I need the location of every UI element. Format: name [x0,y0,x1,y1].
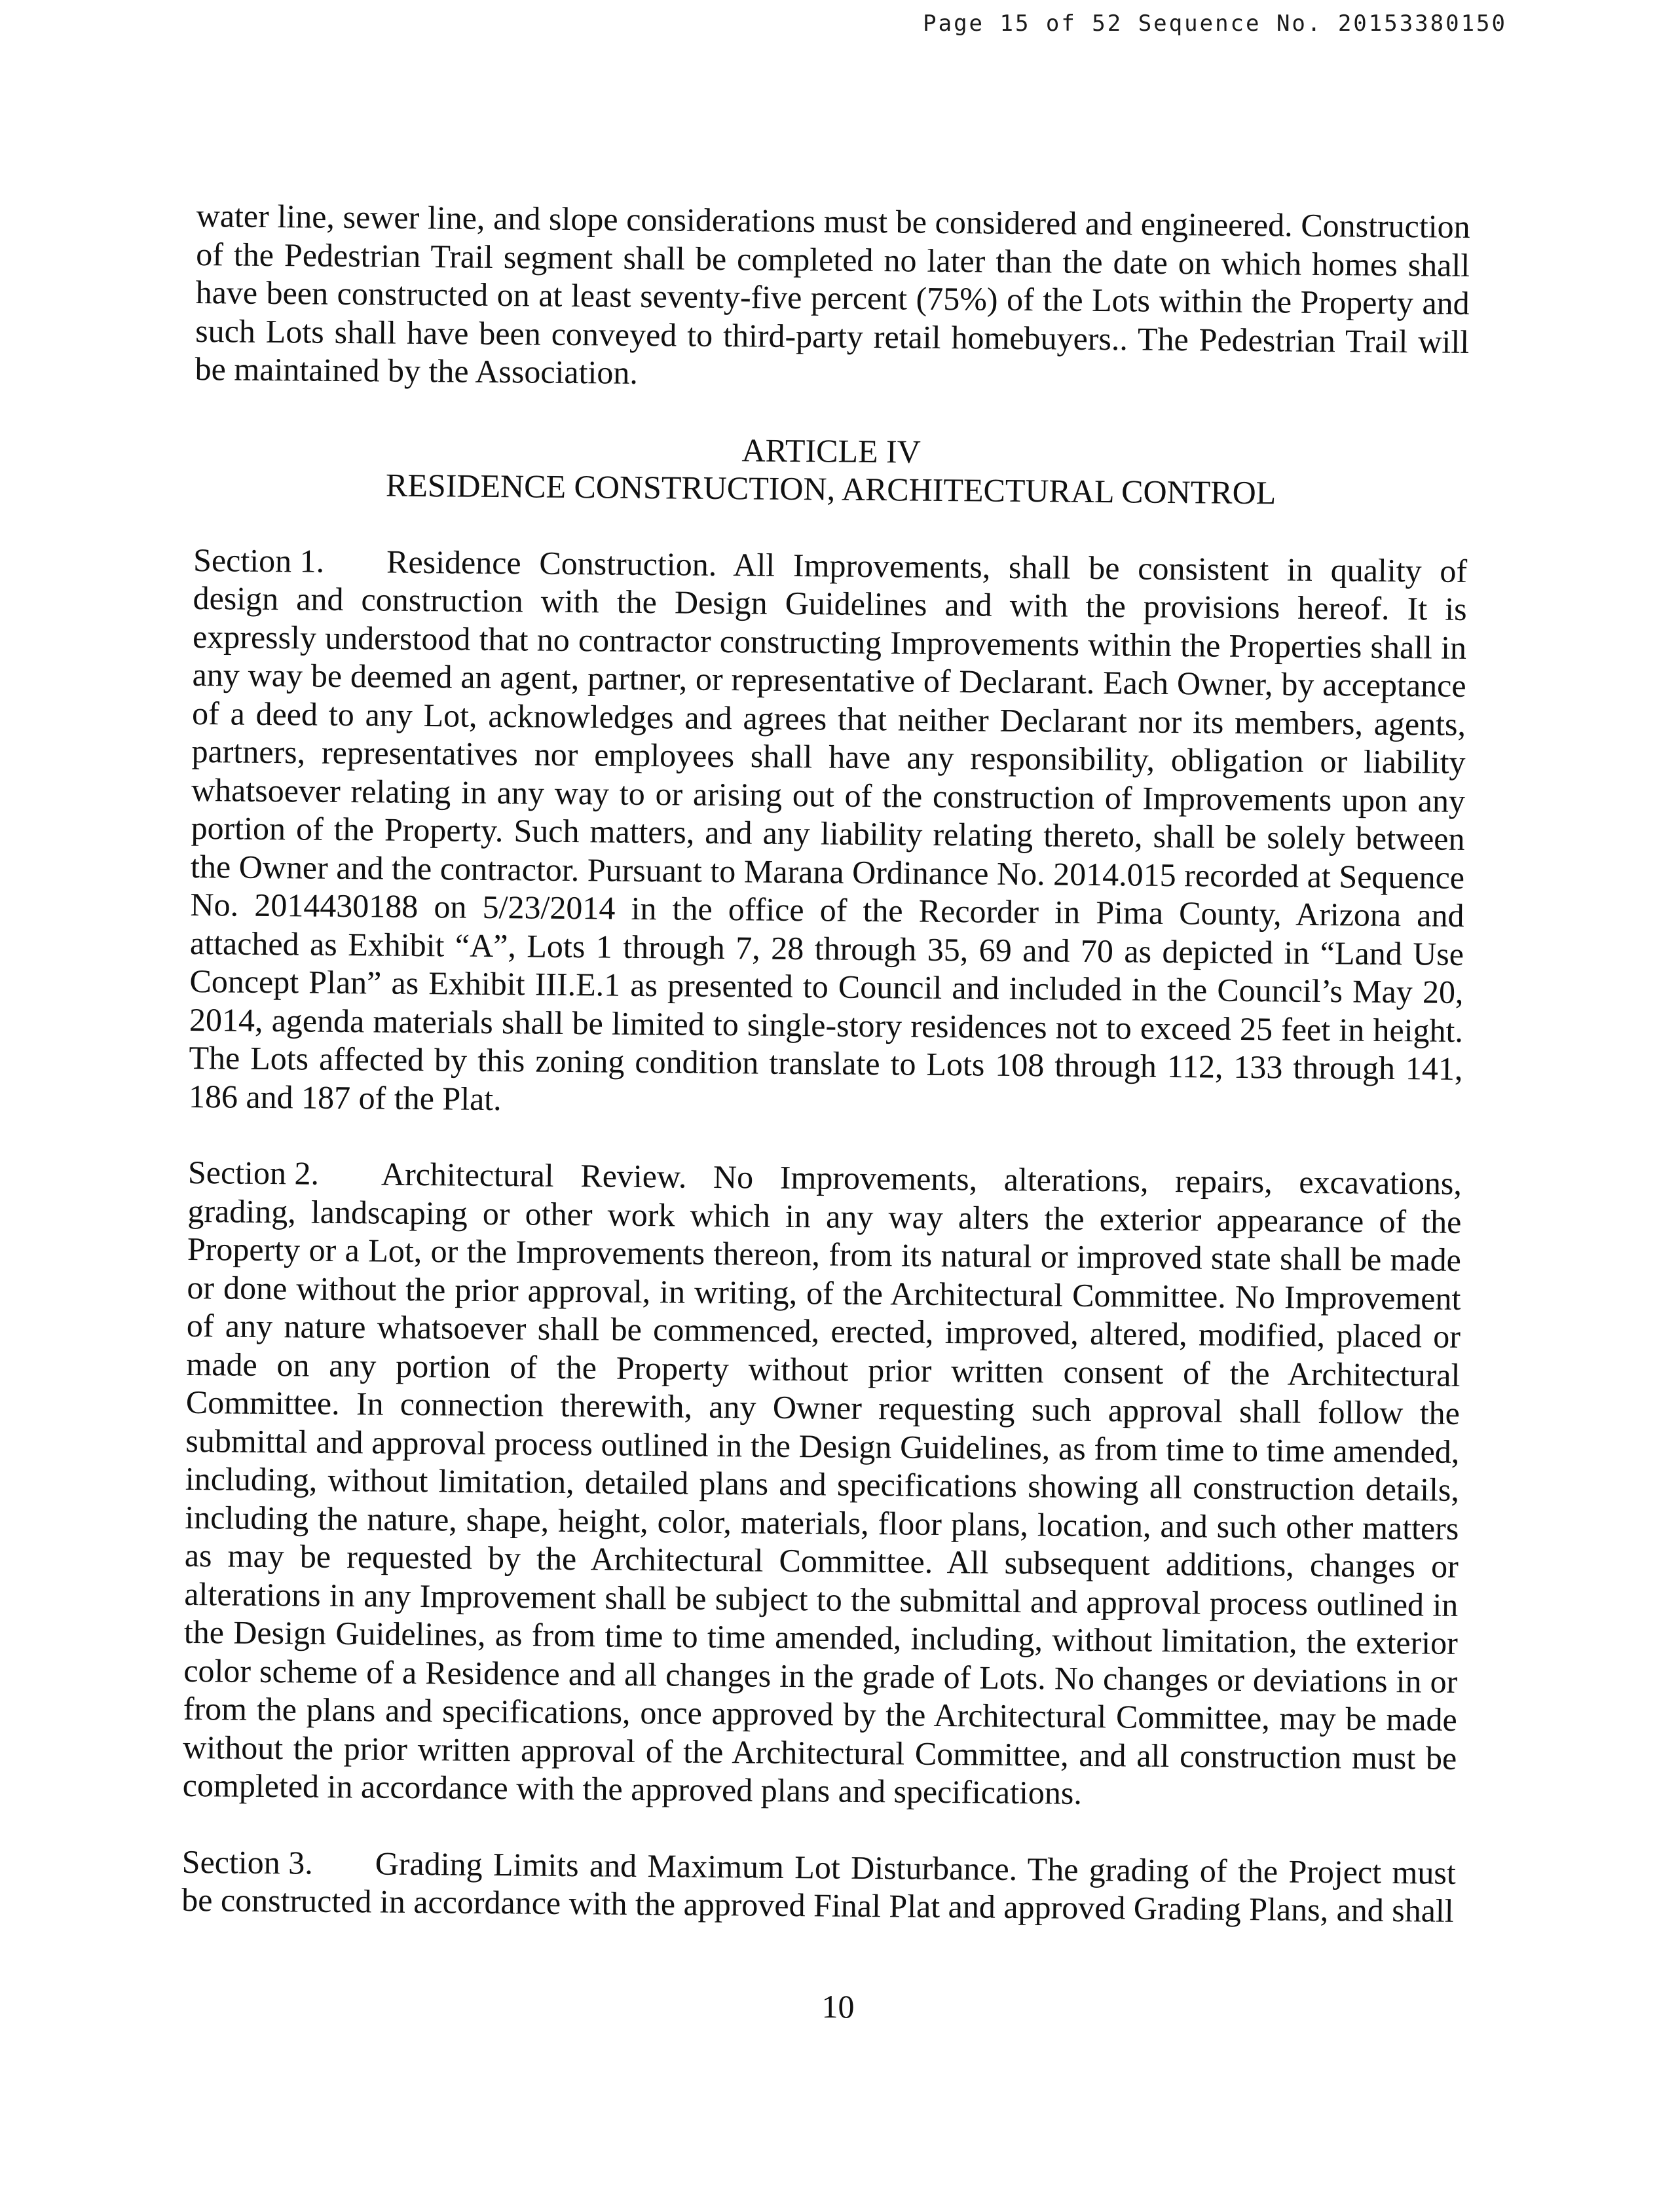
section-2-label: Section 2. [187,1153,320,1192]
intro-paragraph: water line, sewer line, and slope considerations must be considered and engineered. Construction of the Pedestrian Trail segment shall be completed no later than the date on which homes shall have been constructed on at least seventy-five percent (75%) of the Lots within the Property and such Lots shall have been conveyed to third-party retail homebuyers.. The Pedestrian Trail will be maintained by the Association. [195,196,1470,391]
section-1 [189,540,1468,1126]
section-3 [181,1842,1456,1930]
page-sequence-header: Page 15 of 52 Sequence No. 20153380150 [923,10,1507,37]
section-3-label: Section 3. [181,1843,314,1881]
section-1-label: Section 1. [193,541,325,580]
section-1-text: Residence Construction. All Improvements, shall be consistent in quality of design and construction with the Design Guidelines and with the provisions hereof. It is expressly understood that no contractor constructing Improvements within the Properties shall in any way be deemed an agent, partner, or representative of Declarant. Each Owner, by acceptance of a deed to any Lot, acknowledges and agrees that neither Declarant nor its members, agents, partners, representatives nor employees shall have any responsibility, obligation or liability whatsoever relating in any way to or arising out of the construction of Improvements upon any portion of the Property. Such matters, and any liability relating thereto, shall be solely between the Owner and the contractor. Pursuant to Marana Ordinance No. 2014.015 recorded at Sequence No. 2014430188 on 5/23/2014 in the office of the Recorder in Pima County, Arizona and attached as Exhibit “A”, Lots 1 through 7, 28 through 35, 69 and 70 as depicted in “Land Use Concept Plan” as Exhibit III.E.1 as presented to Council and included in the Council’s May 20, 2014, agenda materials shall be limited to single-story residences not to exceed 25 feet in height. The Lots affected by this zoning condition translate to Lots 108 through 112, 133 through 141, 186 and 187 of the Plat. [188,543,1468,1117]
article-number: ARTICLE IV [741,431,922,470]
page-number: 10 [821,1988,855,2025]
article-heading [194,426,1468,513]
article-title: RESIDENCE CONSTRUCTION, ARCHITECTURAL CONTROL [385,466,1276,511]
section-3-text: Grading Limits and Maximum Lot Disturbance. The grading of the Project must be constructed in accordance with the approved Final Plat and approved Grading Plans, and shall [181,1844,1456,1929]
section-2 [183,1153,1462,1815]
document-body [181,196,1470,1968]
section-2-text: Architectural Review. No Improvements, alterations, repairs, excavations, grading, landscaping or other work which in any way alters the exterior appearance of the Property or a Lot, or the Improvements thereon, from its natural or improved state shall be made or done without the prior approval, in writing, of the Architectural Committee. No Improvement of any nature whatsoever shall be commenced, erected, improved, altered, modified, placed or made on any portion of the Property without prior written consent of the Architectural Committee. In connection therewith, any Owner requesting such approval shall follow the submittal and approval process outlined in the Design Guidelines, as from time to time amended, including, without limitation, detailed plans and specifications showing all construction details, including the nature, shape, height, color, materials, floor plans, location, and such other matters as may be requested by the Architectural Committee. All subsequent additions, changes or alterations in any Improvement shall be subject to the submittal and approval process outlined in the Design Guidelines, as from time to time amended, including, without limitation, the exterior color scheme of a Residence and all changes in the grade of Lots. No changes or deviations in or from the plans and specifications, once approved by the Architectural Committee, may be made without the prior written approval of the Architectural Committee, and all construction must be completed in accordance with the approved plans and specifications. [182,1155,1462,1811]
